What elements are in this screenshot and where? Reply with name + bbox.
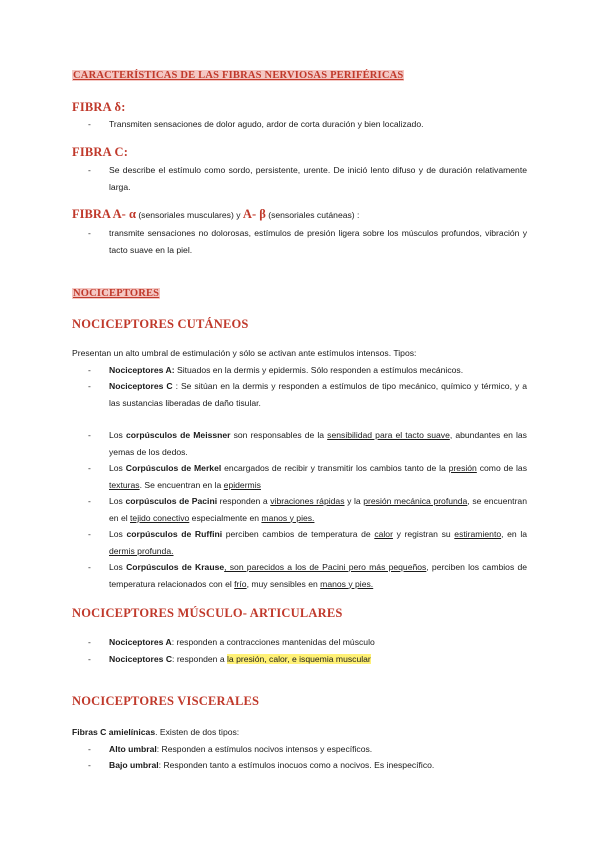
ruffini-underline-3: dermis profunda. — [109, 545, 174, 556]
bullet-dash: - — [88, 760, 91, 770]
krause-label: Corpúsculos de Krause — [126, 562, 225, 572]
krause-pre: Los — [109, 562, 127, 572]
krause-underline-3: manos y pies. — [320, 578, 374, 589]
nociceptores-a-label: Nociceptores A: — [109, 364, 175, 375]
list-item — [72, 460, 527, 493]
meissner-mid: son responsables de la — [230, 430, 328, 440]
nociceptores-title: NOCICEPTORES — [73, 288, 160, 299]
pacini-underline-4: manos y pies. — [261, 512, 315, 523]
bullet-dash: - — [88, 743, 91, 754]
bajo-umbral-text: : Responden tanto a estímulos inocuos como a nocivos. Es inespecífico. — [158, 760, 435, 770]
bullet-dash: - — [88, 653, 91, 664]
list-item — [72, 493, 527, 526]
pacini-underline-2: presión mecánica profunda — [363, 496, 468, 506]
ruffini-underline-1: calor — [374, 529, 393, 539]
bullet-dash: - — [88, 562, 91, 572]
bullet-dash: - — [88, 463, 91, 473]
musculo-a-label: Nociceptores A — [109, 637, 172, 647]
pacini-underline-1: vibraciones rápidas — [270, 496, 345, 506]
nociceptores-c-label: Nociceptores C — [109, 381, 173, 391]
fibra-c-list — [72, 162, 527, 195]
viscerales-section — [72, 724, 527, 774]
list-item — [72, 427, 527, 460]
fibra-delta-list — [72, 116, 527, 133]
merkel-label: Corpúsculos de Merkel — [125, 463, 222, 473]
list-item — [72, 378, 527, 411]
pacini-mid-3: , se encuentran en el — [109, 496, 527, 523]
viscerales-intro-text: . Existen de dos tipos: — [155, 727, 240, 737]
musculo-heading: NOCICEPTORES MÚSCULO- ARTICULARES — [72, 606, 343, 620]
viscerales-heading: NOCICEPTORES VISCERALES — [72, 694, 260, 708]
merkel-mid-3: . Se encuentran en la — [139, 479, 224, 490]
fibra-delta-heading: FIBRA δ: — [72, 100, 126, 114]
musculo-list — [72, 634, 527, 667]
list-item — [72, 757, 527, 774]
cutaneos-section — [72, 345, 527, 592]
cutaneos-heading: NOCICEPTORES CUTÁNEOS — [72, 317, 249, 331]
bullet-dash: - — [88, 119, 91, 129]
bullet-dash: - — [88, 381, 91, 391]
list-item — [72, 634, 527, 651]
alto-umbral-text: : Responden a estímulos nocivos intensos y específicos. — [156, 743, 373, 754]
krause-underline-2: frío — [234, 578, 247, 589]
fibra-delta-text: Transmiten sensaciones de dolor agudo, ardor de corta duración y bien localizado. — [109, 119, 424, 129]
nociceptores-c-text: : Se sitúan en la dermis y responden a estímulos de tipo mecánico, químico y térmico, y a las sustancias liberadas de daño tisular. — [109, 381, 527, 408]
list-item — [72, 225, 527, 258]
meissner-underline: sensibilidad para el tacto suave — [327, 430, 450, 440]
fibra-ab-list — [72, 225, 527, 258]
fibra-ab-heading — [72, 206, 527, 224]
cutaneos-intro: Presentan un alto umbral de estimulación y sólo se activan ante estímulos intensos. Tipos: — [72, 348, 417, 358]
viscerales-intro-label: Fibras C amielínicas — [72, 727, 156, 737]
document-title: CARACTERÍSTICAS DE LAS FIBRAS NERVIOSAS PERIFÉRICAS — [73, 70, 404, 81]
fibra-c-text: Se describe el estímulo como sordo, persistente, urente. De inició lento difuso y de duración relativamente larga. — [109, 165, 527, 192]
ruffini-label: corpúsculos de Ruffini — [126, 529, 223, 539]
list-item — [72, 162, 527, 195]
merkel-pre: Los — [109, 463, 126, 473]
bullet-dash: - — [88, 637, 91, 647]
pacini-mid-4: especialmente en — [189, 512, 262, 523]
ruffini-underline-2: estiramiento — [454, 529, 502, 539]
fibra-a-beta-paren: (sensoriales cutáneas) : — [265, 210, 360, 220]
meissner-label: corpúsculos de Meissner — [125, 430, 231, 440]
list-item — [72, 116, 527, 133]
meissner-post: , abundantes en las yemas de los dedos. — [109, 430, 527, 457]
fibra-a-alpha-label: FIBRA A- α — [72, 207, 136, 221]
musculo-c-highlight: la presión, calor, e isquemia muscular — [227, 653, 371, 664]
list-item — [72, 362, 527, 379]
list-item — [72, 651, 527, 668]
alto-umbral-label: Alto umbral — [109, 743, 157, 754]
list-item — [72, 559, 527, 592]
musculo-c-text: : responden a — [172, 653, 227, 664]
krause-mid: , perciben los cambios de temperatura relacionados con el — [109, 562, 528, 589]
merkel-underline-3: epidermis — [223, 479, 261, 490]
merkel-underline-1: presión — [448, 463, 477, 473]
bullet-dash: - — [88, 430, 91, 440]
bullet-dash: - — [88, 165, 91, 175]
ruffini-pre: Los — [109, 529, 127, 539]
spacer — [72, 411, 527, 427]
ruffini-mid: perciben cambios de temperatura de — [222, 529, 375, 539]
viscerales-intro — [72, 724, 527, 741]
pacini-mid-2: y la — [344, 496, 364, 506]
pacini-mid: responden a — [217, 496, 271, 506]
krause-mid-2: , muy sensibles en — [246, 578, 321, 589]
fibra-ab-text: transmite sensaciones no dolorosas, estímulos de presión ligera sobre los músculos profundos, vibración y tacto suave en la piel. — [109, 228, 527, 255]
list-item — [72, 741, 527, 758]
list-item — [72, 526, 527, 559]
merkel-underline-2: texturas — [109, 479, 140, 490]
bullet-dash: - — [88, 529, 91, 539]
krause-underline-1: , son parecidos a los de Pacini pero más pequeños — [224, 562, 427, 572]
bullet-dash: - — [88, 228, 91, 238]
fibra-c-heading: FIBRA C: — [72, 145, 129, 159]
pacini-label: corpúsculos de Pacini — [125, 496, 218, 506]
musculo-a-text: : responden a contracciones mantenidas del músculo — [171, 637, 375, 647]
merkel-mid: encargados de recibir y transmitir los cambios tanto de la — [221, 463, 449, 473]
fibra-a-beta-label: A- β — [242, 207, 266, 221]
nociceptores-a-text: Situados en la dermis y epidermis. Sólo responden a estímulos mecánicos. — [174, 364, 464, 375]
pacini-underline-3: tejido conectivo — [130, 512, 190, 523]
bullet-dash: - — [88, 496, 91, 506]
meissner-pre: Los — [109, 430, 126, 440]
ruffini-mid-2: y registran su — [392, 529, 455, 539]
bullet-dash: - — [88, 364, 91, 375]
pacini-pre: Los — [109, 496, 126, 506]
ruffini-mid-3: , en la — [501, 529, 528, 539]
merkel-mid-2: como de las — [476, 463, 528, 473]
bajo-umbral-label: Bajo umbral — [109, 760, 159, 770]
musculo-c-label: Nociceptores C — [109, 653, 173, 664]
fibra-a-alpha-paren: (sensoriales musculares) y — [135, 210, 243, 220]
